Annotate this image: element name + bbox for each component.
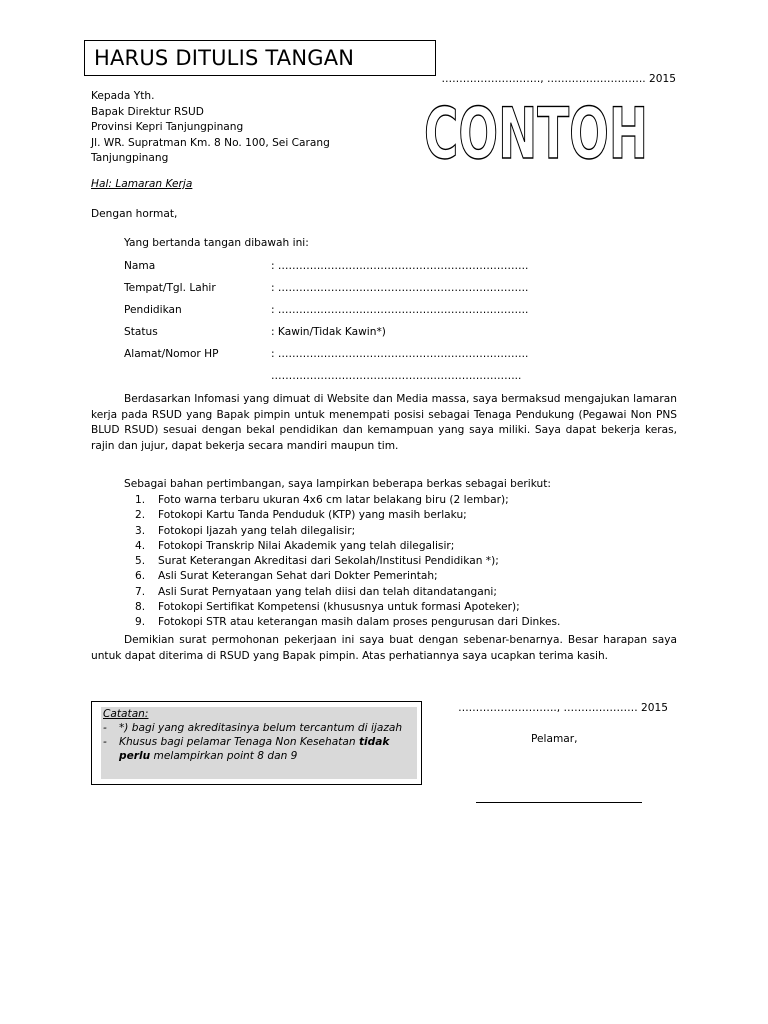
top-date-line: ………………………., ………………………. 2015 bbox=[441, 73, 676, 85]
list-item: 6. Asli Surat Keterangan Sehat dari Dokter Pemerintah; bbox=[135, 570, 438, 583]
list-item: 2. Fotokopi Kartu Tanda Penduduk (KTP) yang masih berlaku; bbox=[135, 509, 467, 522]
note-text: melampirkan point 8 dan 9 bbox=[150, 750, 298, 762]
documents-list bbox=[135, 493, 560, 631]
field-label-birth: Tempat/Tgl. Lahir bbox=[124, 282, 216, 294]
note-emphasis: tidak perlu bbox=[119, 736, 390, 762]
body-paragraph-text: Berdasarkan Infomasi yang dimuat di Website dan Media massa, saya bermaksud mengajukan lamaran kerja pada RSUD yang Bapak pimpin untuk menempati posisi sebagai Tenaga Pendukung (Pegawai Non PNS BLUD RSUD) sesuai dengan bekal pendidikan dan kemampuan yang saya miliki. Saya dapat bekerja keras, rajin dan jujur, dapat bekerja secara mandiri maupun tim. bbox=[91, 393, 677, 453]
closing-paragraph-text: Demikian surat permohonan pekerjaan ini saya buat dengan sebenar-benarnya. Besar harapan saya untuk dapat diterima di RSUD yang Bapak pimpin. Atas perhatiannya saya ucapkan terima kasih. bbox=[91, 634, 677, 662]
closing-paragraph bbox=[91, 633, 677, 664]
applicant-label: Pelamar, bbox=[531, 733, 578, 745]
field-value-nama: : …………………………………………………………….. bbox=[271, 260, 529, 272]
subject-line: Hal: Lamaran Kerja bbox=[91, 178, 193, 190]
recipient-line: Provinsi Kepri Tanjungpinang bbox=[91, 121, 244, 134]
handwritten-notice-text: HARUS DITULIS TANGAN bbox=[94, 46, 355, 70]
field-value-birth: : …………………………………………………………….. bbox=[271, 282, 529, 294]
notes-title: Catatan: bbox=[103, 708, 149, 720]
field-value-address: : …………………………………………………………….. bbox=[271, 348, 529, 360]
list-item: 3. Fotokopi Ijazah yang telah dilegalisir; bbox=[135, 524, 356, 537]
field-label-address: Alamat/Nomor HP bbox=[124, 348, 219, 360]
list-item: 7. Asli Surat Pernyataan yang telah diisi dan telah ditandatangani; bbox=[135, 585, 497, 598]
list-item: 8. Fotokopi Sertifikat Kompetensi (khususnya untuk formasi Apoteker); bbox=[135, 601, 520, 614]
recipient-line: Bapak Direktur RSUD bbox=[91, 105, 204, 118]
field-label-status: Status bbox=[124, 326, 158, 338]
intro-text: Yang bertanda tangan dibawah ini: bbox=[124, 237, 309, 249]
field-value-address-cont: …………………………………………………………….. bbox=[271, 370, 522, 382]
note-dash: - bbox=[103, 736, 107, 748]
bottom-date-line: ………………………., ………………… 2015 bbox=[458, 702, 668, 714]
documents-intro: Sebagai bahan pertimbangan, saya lampirkan beberapa berkas sebagai berikut: bbox=[124, 478, 551, 490]
note-text: *) bagi yang akreditasinya belum tercantum di ijazah bbox=[119, 722, 403, 734]
list-item: 1. Foto warna terbaru ukuran 4x6 cm latar belakang biru (2 lembar); bbox=[135, 494, 509, 506]
note-item bbox=[101, 721, 417, 735]
field-value-education: : …………………………………………………………….. bbox=[271, 304, 529, 316]
recipient-address bbox=[91, 89, 330, 167]
recipient-line: Kepada Yth. bbox=[91, 90, 155, 102]
note-text: Khusus bagi pelamar Tenaga Non Kesehatan bbox=[119, 736, 359, 748]
field-label-education: Pendidikan bbox=[124, 304, 182, 316]
list-item: 9. Fotokopi STR atau keterangan masih dalam proses pengurusan dari Dinkes. bbox=[135, 616, 561, 629]
sample-stamp-text: CONTOH bbox=[424, 93, 648, 175]
notes-panel bbox=[101, 707, 417, 779]
recipient-line: Jl. WR. Supratman Km. 8 No. 100, Sei Carang bbox=[91, 136, 330, 149]
recipient-line: Tanjungpinang bbox=[91, 152, 169, 165]
sample-stamp bbox=[422, 93, 652, 175]
field-label-nama: Nama bbox=[124, 260, 156, 272]
signature-line bbox=[476, 802, 642, 803]
greeting: Dengan hormat, bbox=[91, 208, 178, 220]
list-item: 5. Surat Keterangan Akreditasi dari Sekolah/Institusi Pendidikan *); bbox=[135, 555, 499, 568]
body-paragraph bbox=[91, 392, 677, 455]
note-item bbox=[101, 735, 417, 763]
note-dash: - bbox=[103, 722, 107, 734]
handwritten-notice-box bbox=[84, 40, 436, 76]
list-item: 4. Fotokopi Transkrip Nilai Akademik yang telah dilegalisir; bbox=[135, 539, 455, 552]
notes-box bbox=[91, 701, 422, 785]
field-value-status: : Kawin/Tidak Kawin*) bbox=[271, 326, 386, 338]
